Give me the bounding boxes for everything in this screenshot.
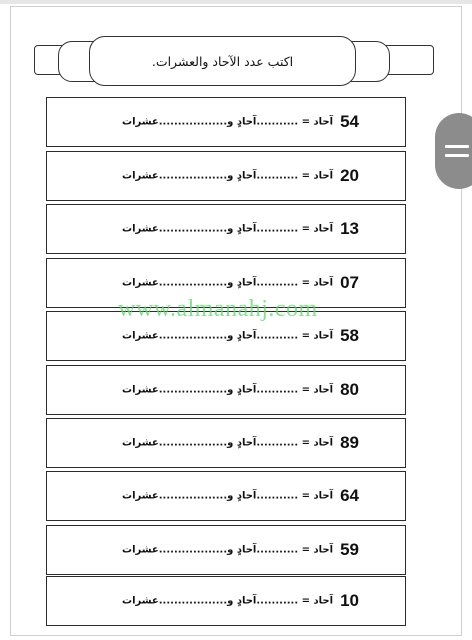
exercise-row	[46, 471, 406, 521]
row-number: 58	[340, 326, 359, 345]
exercise-row	[46, 525, 406, 575]
row-number: 64	[340, 486, 359, 505]
title-banner	[89, 36, 356, 86]
row-answer-line: آحاد = ...........آحادٍ و..................عشرات	[122, 490, 333, 502]
row-number: 89	[340, 433, 359, 452]
row-answer-line: آحاد = ...........آحادٍ و..................عشرات	[122, 116, 333, 128]
row-number: 13	[340, 219, 359, 238]
watermark: www.almanahj.com	[118, 296, 318, 322]
row-number: 80	[340, 380, 359, 399]
row-number: 20	[340, 166, 359, 185]
top-rule	[0, 0, 472, 4]
row-number: 54	[340, 112, 359, 131]
row-answer-line: آحاد = ...........آحادٍ و..................عشرات	[122, 330, 333, 342]
row-answer-line: آحاد = ...........آحادٍ و..................عشرات	[122, 170, 333, 182]
exercise-row	[46, 97, 406, 147]
worksheet-title: اكتب عدد الآحاد والعشرات.	[151, 53, 294, 69]
row-answer-line: آحاد = ...........آحادٍ و..................عشرات	[122, 595, 333, 607]
exercise-row	[46, 576, 406, 626]
row-number: 59	[340, 540, 359, 559]
row-answer-line: آحاد = ...........آحادٍ و..................عشرات	[122, 384, 333, 396]
row-answer-line: آحاد = ...........آحادٍ و..................عشرات	[122, 277, 333, 289]
row-number: 07	[340, 273, 359, 292]
row-answer-line: آحاد = ...........آحادٍ و..................عشرات	[122, 437, 333, 449]
exercise-row	[46, 151, 406, 201]
exercise-row	[46, 365, 406, 415]
row-number: 10	[340, 591, 359, 610]
exercise-row	[46, 418, 406, 468]
row-answer-line: آحاد = ...........آحادٍ و..................عشرات	[122, 223, 333, 235]
exercise-row	[46, 204, 406, 254]
row-answer-line: آحاد = ...........آحادٍ و..................عشرات	[122, 544, 333, 556]
side-menu-handle[interactable]	[435, 113, 472, 189]
